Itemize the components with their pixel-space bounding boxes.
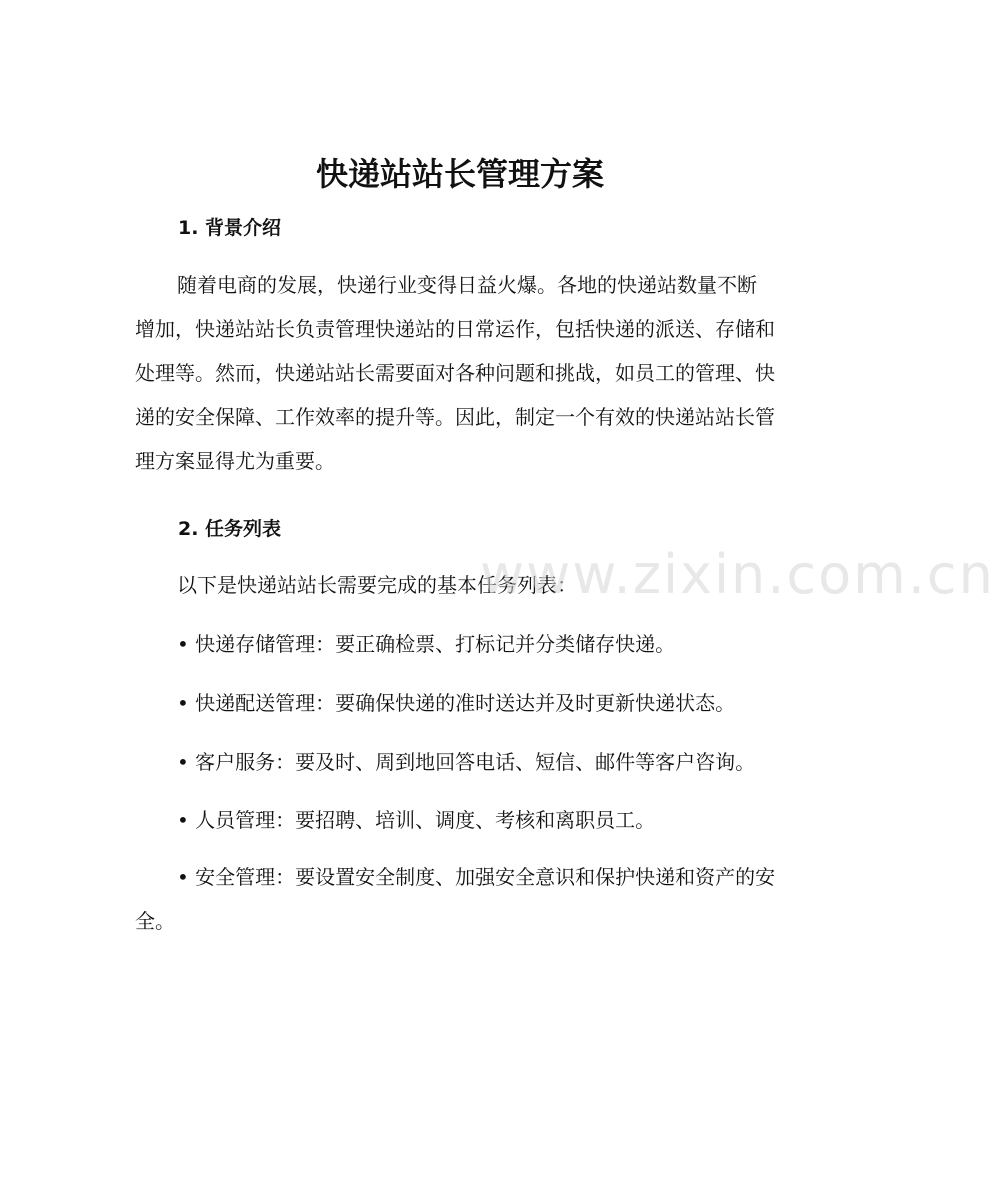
list-item: • 人员管理：要招聘、培训、调度、考核和离职员工。: [177, 808, 656, 832]
list-item: • 客户服务：要及时、周到地回答电话、短信、邮件等客户咨询。: [177, 750, 756, 774]
background-paragraph: 随着电商的发展，快递行业变得日益火爆。各地的快递站数量不断增加，快递站站长负责管理快递站的日常运作，包括快递的派送、存储和处理等。然而，快递站站长需要面对各种问题和挑战，如员工的管理、快递的安全保障、工作效率的提升等。因此，制定一个有效的快递站站长管理方案显得尤为重要。: [135, 273, 775, 473]
section-heading-task-list: 2. 任务列表: [178, 518, 282, 540]
section-heading-background: 1. 背景介绍: [178, 217, 282, 239]
document-title: 快递站站长管理方案: [315, 155, 604, 193]
task-list-intro: 以下是快递站站长需要完成的基本任务列表：: [177, 573, 577, 597]
list-item: • 快递存储管理：要正确检票、打标记并分类储存快递。: [177, 632, 676, 656]
list-item: • 快递配送管理：要确保快递的准时送达并及时更新快递状态。: [177, 691, 736, 715]
watermark: www.zixin.com.cn: [480, 543, 995, 606]
list-item: • 安全管理：要设置安全制度、加强安全意识和保护快递和资产的安全。: [135, 865, 776, 933]
